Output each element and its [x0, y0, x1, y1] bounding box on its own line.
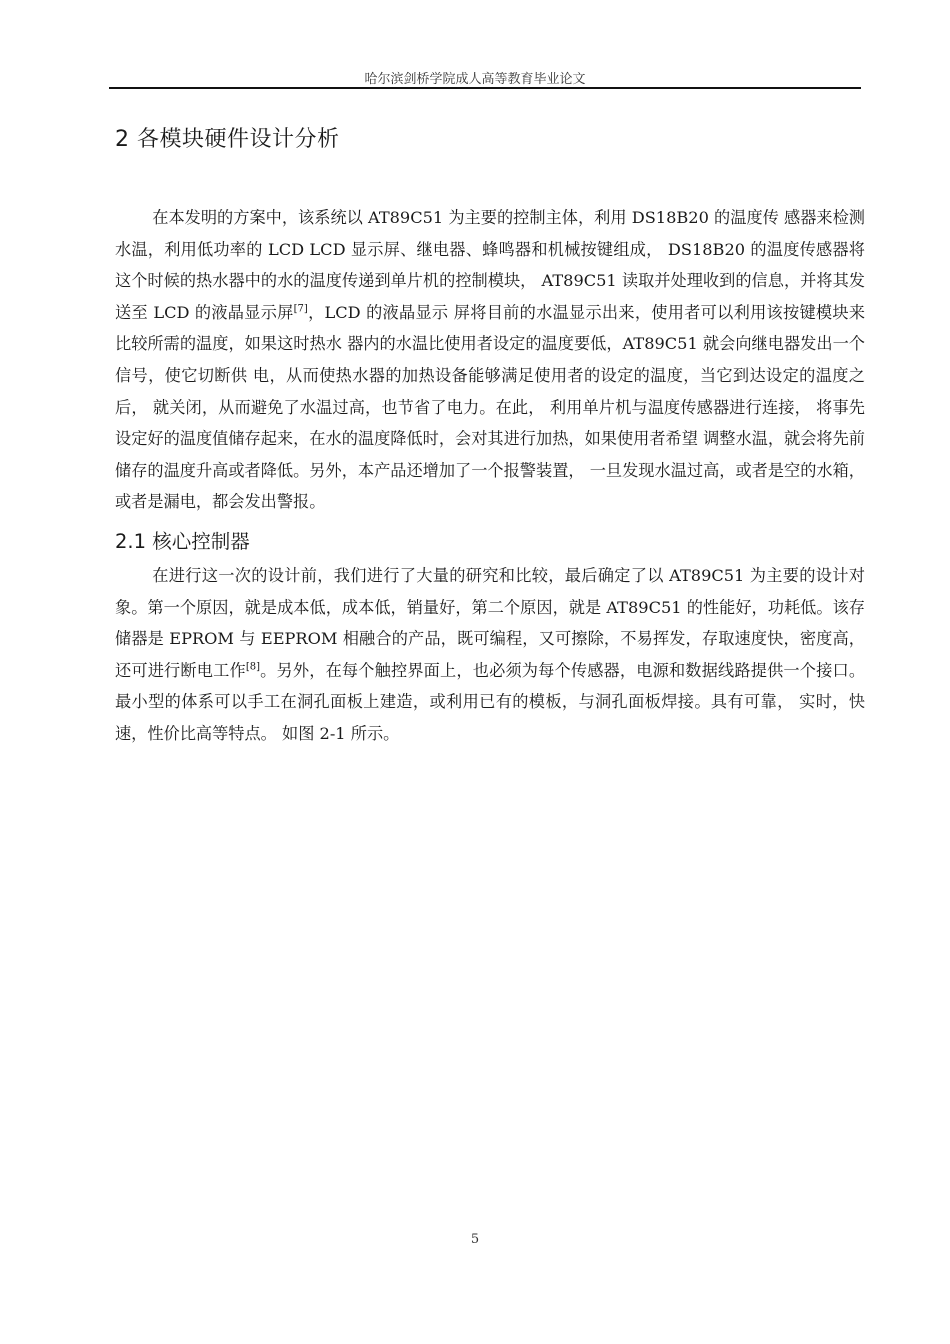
paragraph-core-controller — [115, 560, 865, 750]
page-content — [115, 120, 865, 750]
chapter-title: 2 各模块硬件设计分析 — [115, 127, 340, 152]
header-rule — [109, 87, 861, 89]
paragraph-text: 。另外，在每个触控界面上，也必须为每个传感器，电源和数据线路提供一个接口。最小型的体系可以手工在洞孔面板上建造，或利用已有的模板，与洞孔面板焊接。具有可靠， 实时，快速，性价比高等特点。 如图 2-1 所示。 — [115, 660, 866, 743]
title-spacer — [115, 160, 865, 202]
citation-ref-8[interactable]: [8] — [245, 661, 260, 673]
section-title: 2.1 核心控制器 — [115, 529, 250, 553]
running-header: 哈尔滨剑桥学院成人高等教育毕业论文 — [364, 72, 586, 87]
paragraph-text: 在本发明的方案中，该系统以 AT89C51 为主要的控制主体，利用 DS18B20 的温度传 感器来检测水温，利用低功率的 LCD LCD 显示屏、继电器、蜂鸣器和机械按键组成， DS18B20 的温度传感器将这个时候的热水器中的水的温度传递到单片机的控制模块， AT89C51 读取并处理收到的信息，并将其发送至 LCD 的液晶显示屏 — [115, 208, 865, 322]
page-number: 5 — [470, 1232, 480, 1247]
paragraph-text: ，LCD 的液晶显示 屏将目前的水温显示出来，使用者可以利用该按键模块来比较所需的温度，如果这时热水 器内的水温比使用者设定的温度要低，AT89C51 就会向继电器发出一个信号，使它切断供 电，从而使热水器的加热设备能够满足使用者的设定的温度，当它到达设定的温度之后， 就关闭，从而避免了水温过高，也节省了电力。在此， 利用单片机与温度传感器进行连接， 将事先设定好的温度值储存起来，在水的温度降低时，会对其进行加热，如果使用者希望 调整水温，就会将先前储存的温度升高或者降低。另外，本产品还增加了一个报警装置， 一旦发现水温过高，或者是空的水箱，或者是漏电，都会发出警报。 — [115, 302, 866, 512]
paragraph-system-overview — [115, 202, 865, 518]
citation-ref-7[interactable]: [7] — [293, 303, 308, 315]
paragraph-text: 在进行这一次的设计前，我们进行了大量的研究和比较，最后确定了以 AT89C51 为主要的设计对象。第一个原因，就是成本低，成本低，销量好，第二个原因，就是 AT89C51 的性能好，功耗低。该存储器是 EPROM 与 EEPROM 相融合的产品，既可编程，又可擦除，不易挥发，存取速度快，密度高，还可进行断电工作 — [115, 565, 865, 680]
